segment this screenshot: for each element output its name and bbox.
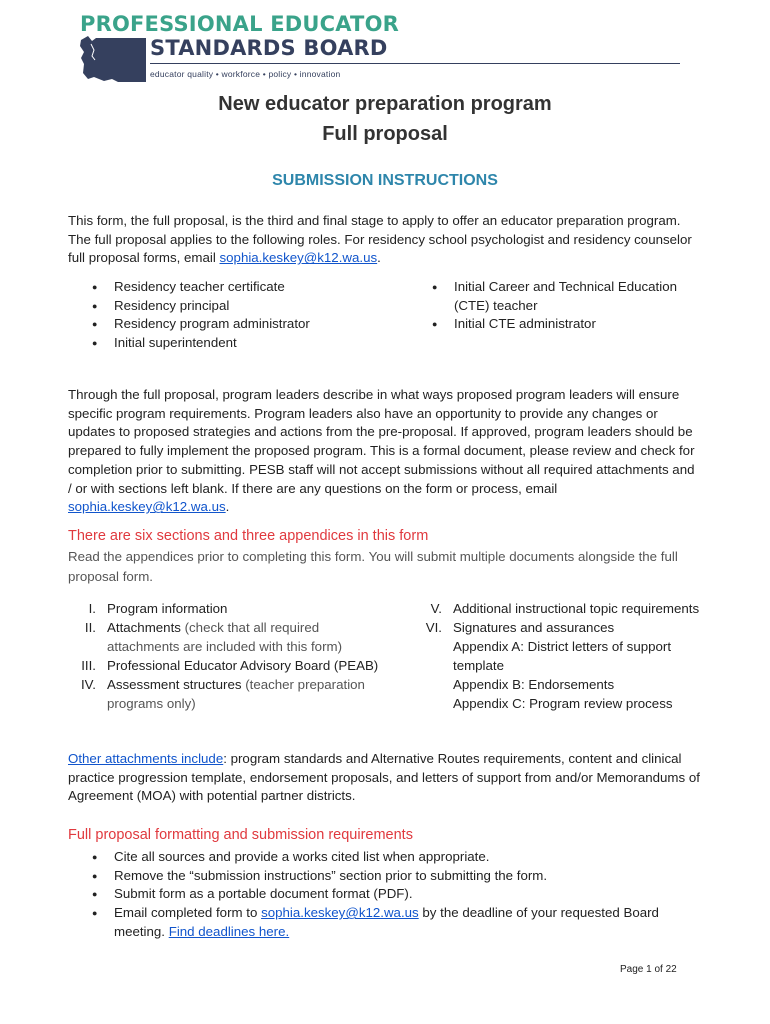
item-label: Assessment structures (107, 676, 242, 692)
item-label: Additional instructional topic requirements (453, 601, 700, 616)
item-number: IV. (80, 676, 96, 692)
roles-list-right (430, 278, 700, 334)
process-paragraph (68, 386, 700, 517)
list-item (414, 638, 714, 676)
logo-line-1: PROFESSIONAL EDUCATOR (80, 12, 400, 36)
sections-note: Read the appendices prior to completing this form. You will submit multiple documents alongside the full proposal form. (68, 549, 678, 584)
list-item (68, 619, 388, 657)
list-item (90, 904, 700, 941)
list-item (68, 600, 388, 619)
sections-list-right (414, 600, 714, 713)
process-text: Through the full proposal, program leaders describe in what ways proposed program leaders will ensure specific program requirements. Program leaders also have an opportunity to provide any changes or updates to proposed strategies and actions from the pre-proposal. If approved, program leaders should be prepared to fully implement the proposed program. This is a formal document, please review and check for completion prior to submitting. PESB staff will not accept submissions without all required attachments and / or with sections left blank. If there are any questions on the form or process, email (68, 387, 695, 496)
list-item (414, 600, 714, 619)
intro-paragraph (68, 212, 700, 268)
attachments-paragraph (68, 750, 700, 806)
item-number: III. (81, 657, 96, 673)
list-item (414, 676, 714, 695)
contact-email-link[interactable]: sophia.keskey@k12.wa.us (68, 499, 226, 515)
list-item (414, 695, 714, 714)
list-item (68, 676, 388, 714)
item-number: I. (88, 601, 96, 616)
page-number: Page 1 of 22 (620, 964, 677, 975)
item-label: Professional Educator Advisory Board (PEAB) (107, 657, 379, 673)
list-item: ● Initial superintendent (90, 334, 390, 353)
item-number: VI. (425, 619, 442, 635)
attachments-text: : program standards and Alternative Routes requirements, content and clinical practice progression template, endorsement proposals, and letters of support from and/or Memorandums of Agreement (MOA) with potential partner districts. (68, 751, 700, 804)
item-number: V. (430, 601, 442, 616)
sections-list-left (68, 600, 388, 713)
item-label: Appendix A: District letters of support template (453, 638, 672, 673)
contact-email-link[interactable]: sophia.keskey@k12.wa.us (219, 250, 378, 266)
list-item: ● Residency teacher certificate (90, 278, 390, 297)
logo-line-2: STANDARDS BOARD (150, 36, 388, 60)
email-item-pre: Email completed form to (114, 905, 262, 921)
list-item: ● Residency program administrator (90, 315, 390, 334)
intro-text: This form, the full proposal, is the third and final stage to apply to offer an educator preparation program. The full proposal applies to the following roles. For residency school psychologist and residency counselor full proposal forms, email (68, 213, 692, 266)
list-item (68, 657, 388, 676)
find-deadlines-link[interactable]: Find deadlines here. (168, 923, 290, 939)
sections-heading: There are six sections and three appendices in this form (68, 528, 429, 544)
pesb-logo (78, 10, 688, 88)
item-number: II. (84, 619, 96, 635)
item-label: Appendix B: Endorsements (453, 676, 615, 692)
intro-end: . (377, 250, 381, 266)
item-label: Signatures and assurances (453, 619, 615, 635)
item-label: Program information (107, 601, 228, 616)
item-label: Attachments (107, 619, 181, 635)
document-subtitle: Full proposal (322, 123, 448, 145)
list-item: ● Submit form as a portable document format (PDF). (90, 885, 700, 904)
list-item: ● Residency principal (90, 297, 390, 316)
list-item (414, 619, 714, 638)
washington-state-map-icon (78, 32, 148, 84)
item-note: (check that all required attachments are included with this form) (107, 619, 343, 654)
list-item: ● Remove the “submission instructions” section prior to submitting the form. (90, 867, 700, 886)
email-item-mid: by the deadline of your requested Board meeting. (114, 905, 659, 939)
formatting-list (90, 848, 700, 942)
list-item: ● Cite all sources and provide a works cited list when appropriate. (90, 848, 700, 867)
process-end: . (225, 499, 230, 515)
logo-divider (150, 63, 680, 64)
contact-email-link[interactable]: sophia.keskey@k12.wa.us (261, 905, 419, 921)
list-item: ● Initial Career and Technical Education (CTE) teacher (430, 278, 700, 315)
list-item: ● Initial CTE administrator (430, 315, 700, 334)
roles-list-left (90, 278, 390, 353)
submission-instructions-heading: SUBMISSION INSTRUCTIONS (272, 172, 498, 189)
document-title: New educator preparation program (218, 93, 552, 115)
item-label: Appendix C: Program review process (453, 695, 673, 711)
other-attachments-link[interactable]: Other attachments include (68, 751, 224, 766)
item-note: (teacher preparation programs only) (107, 676, 365, 711)
logo-tagline: educator quality • workforce • policy • innovation (150, 69, 341, 79)
formatting-heading: Full proposal formatting and submission requirements (68, 827, 413, 843)
